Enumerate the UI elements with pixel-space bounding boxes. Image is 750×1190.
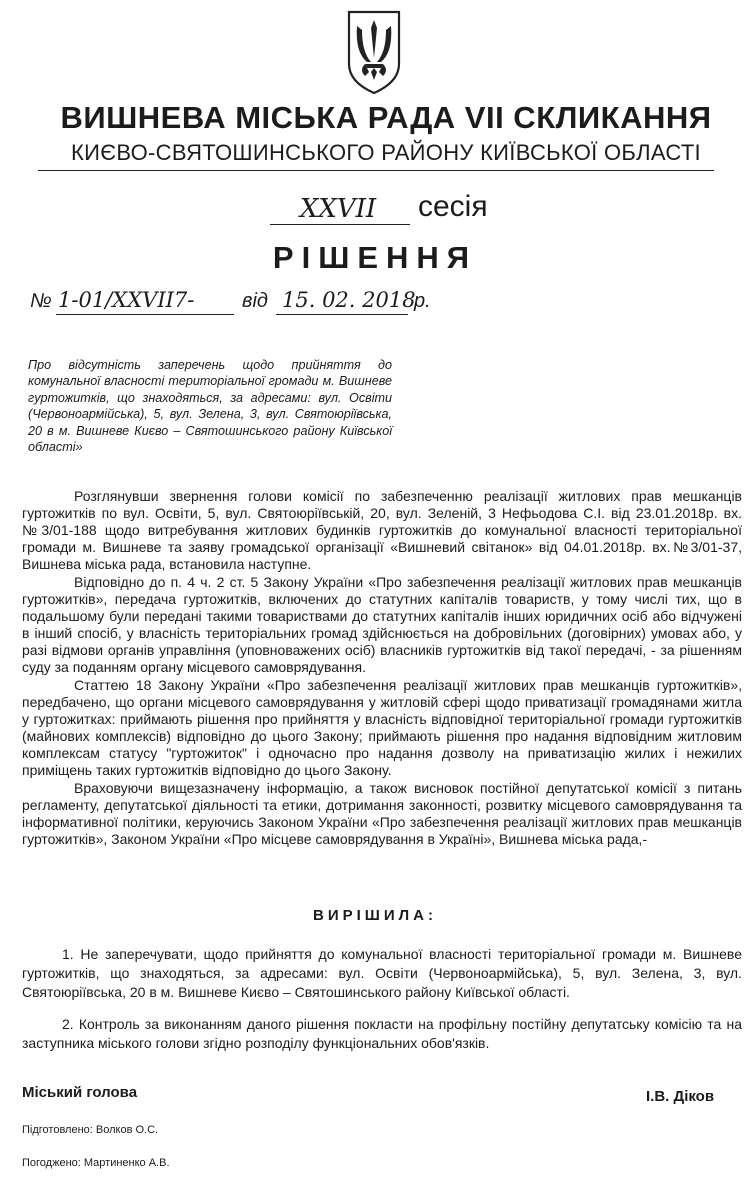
decision-subject: Про відсутність заперечень щодо прийняття до комунальної власності територіальної громади м. Вишневе гуртожитків, що знаходяться, за адресами: вул. Освіти (Червоноармійська), 5, вул. Зелена, 3, вул. Святоюріївська, 20 в м. Вишневе Києво – Святошинського району Київської області»	[28, 358, 392, 455]
paragraph: Враховуючи вищезазначену інформацію, а також висновок постійної депутатської комісії з питань регламенту, депутатської діяльності та етики, дотримання законності, розвитку місцевого самоврядування та інформативної політики, керуючись Законом України «Про забезпечення реалізації житлових прав мешканців гуртожитків», Законом України «Про місцеве самоврядування в Україні», Вишнева міська рада,-	[22, 780, 742, 847]
decision-item: 2. Контроль за виконанням даного рішення покласти на профільну постійну депутатську комісію та на заступника міського голови згідно розподілу функціональних обов'язків.	[22, 1016, 742, 1051]
district-title: КИЄВО-СВЯТОШИНСЬКОГО РАЙОНУ КИЇВСЬКОЇ ОБЛАСТІ	[71, 140, 701, 165]
signature-name: І.В. Діков	[646, 1088, 715, 1105]
year-suffix: р.	[414, 290, 431, 312]
date-underline	[276, 314, 408, 315]
decision-date: 15. 02. 2018	[282, 288, 416, 312]
paragraph: Розглянувши звернення голови комісії по забезпеченню реалізації житлових прав мешканців гуртожитків по вул. Освіти, 5, вул. Святоюріївській, 20, вул. Зеленій, 3 Нефьодова С.І. від 23.01.2018р. вх.№3/01-188 щодо витребування житлових будинків гуртожитків до комунальної власності територіальної громади м. Вишневе та заяву громадської організації «Вишневий світанок» від 04.01.2018р. вх.№3/01-37, Вишнева міська рада, встановила наступне.	[22, 488, 742, 572]
header-divider	[38, 170, 714, 171]
decision-items	[22, 945, 742, 1066]
document-title: РІШЕННЯ	[272, 240, 478, 275]
paragraph: Відповідно до п. 4 ч. 2 ст. 5 Закону України «Про забезпечення реалізації житлових прав мешканців гуртожитків», передача гуртожитків, включених до статутних капіталів товариств, у тому числі тих, що в подальшому були передані такими товариствами до статутних капіталів інших юридичних осіб або відчужені в інший спосіб, у власність територіальних громад здійснюється на добровільних (договірних) умовах або, у разі відмови органів управління (уповноважених осіб) власників гуртожитків від такої передачі, - за рішенням суду за поданням органу місцевого самоврядування.	[22, 574, 742, 675]
decision-number-row	[30, 286, 730, 326]
council-title: ВИШНЕВА МІСЬКА РАДА VII СКЛИКАННЯ	[60, 100, 712, 135]
number-sign: №	[30, 290, 52, 312]
preamble	[22, 488, 742, 849]
decision-item: 1. Не заперечувати, щодо прийняття до комунальної власності територіальної громади м. Вишневе гуртожитків, що знаходяться, за адресами: вул. Освіти (Червоноармійська), 5, вул. Зелена, 3, вул. Святоюріївська, 20 в м. Вишневе Києво – Святошинського району Київської області.	[22, 946, 742, 1000]
number-underline	[56, 314, 234, 315]
session-word: сесія	[418, 190, 488, 223]
session-number: XXVII	[299, 194, 377, 224]
paragraph: Статтею 18 Закону України «Про забезпечення реалізації житлових прав мешканців гуртожитків», передбачено, що органи місцевого самоврядування у житловій сфері щодо приватизації громадянами житла у гуртожитках: приймають рішення про прийняття у власність відповідної територіальної громади гуртожитків (майнових комплексів) відповідно до цього Закону; приймають рішення про надання відповідним житловим комплексам статусу "гуртожиток" і одночасно про надання дозволу на приватизацію жилих і нежилих приміщень таких гуртожитків відповідно до цього Закону.	[22, 677, 742, 778]
decision-number: 1-01/XXVII7-	[58, 288, 195, 312]
session-line	[268, 190, 508, 230]
prepared-by: Підготовлено: Волков О.С.	[22, 1124, 159, 1136]
agreed-by: Погоджено: Мартиненко А.В.	[22, 1157, 170, 1169]
signature-position: Міський голова	[22, 1084, 138, 1101]
date-from-label: від	[242, 290, 268, 312]
trident-coat-of-arms-icon	[343, 8, 405, 96]
decided-heading: ВИРІШИЛА:	[313, 907, 437, 924]
session-number-underline	[270, 224, 410, 225]
